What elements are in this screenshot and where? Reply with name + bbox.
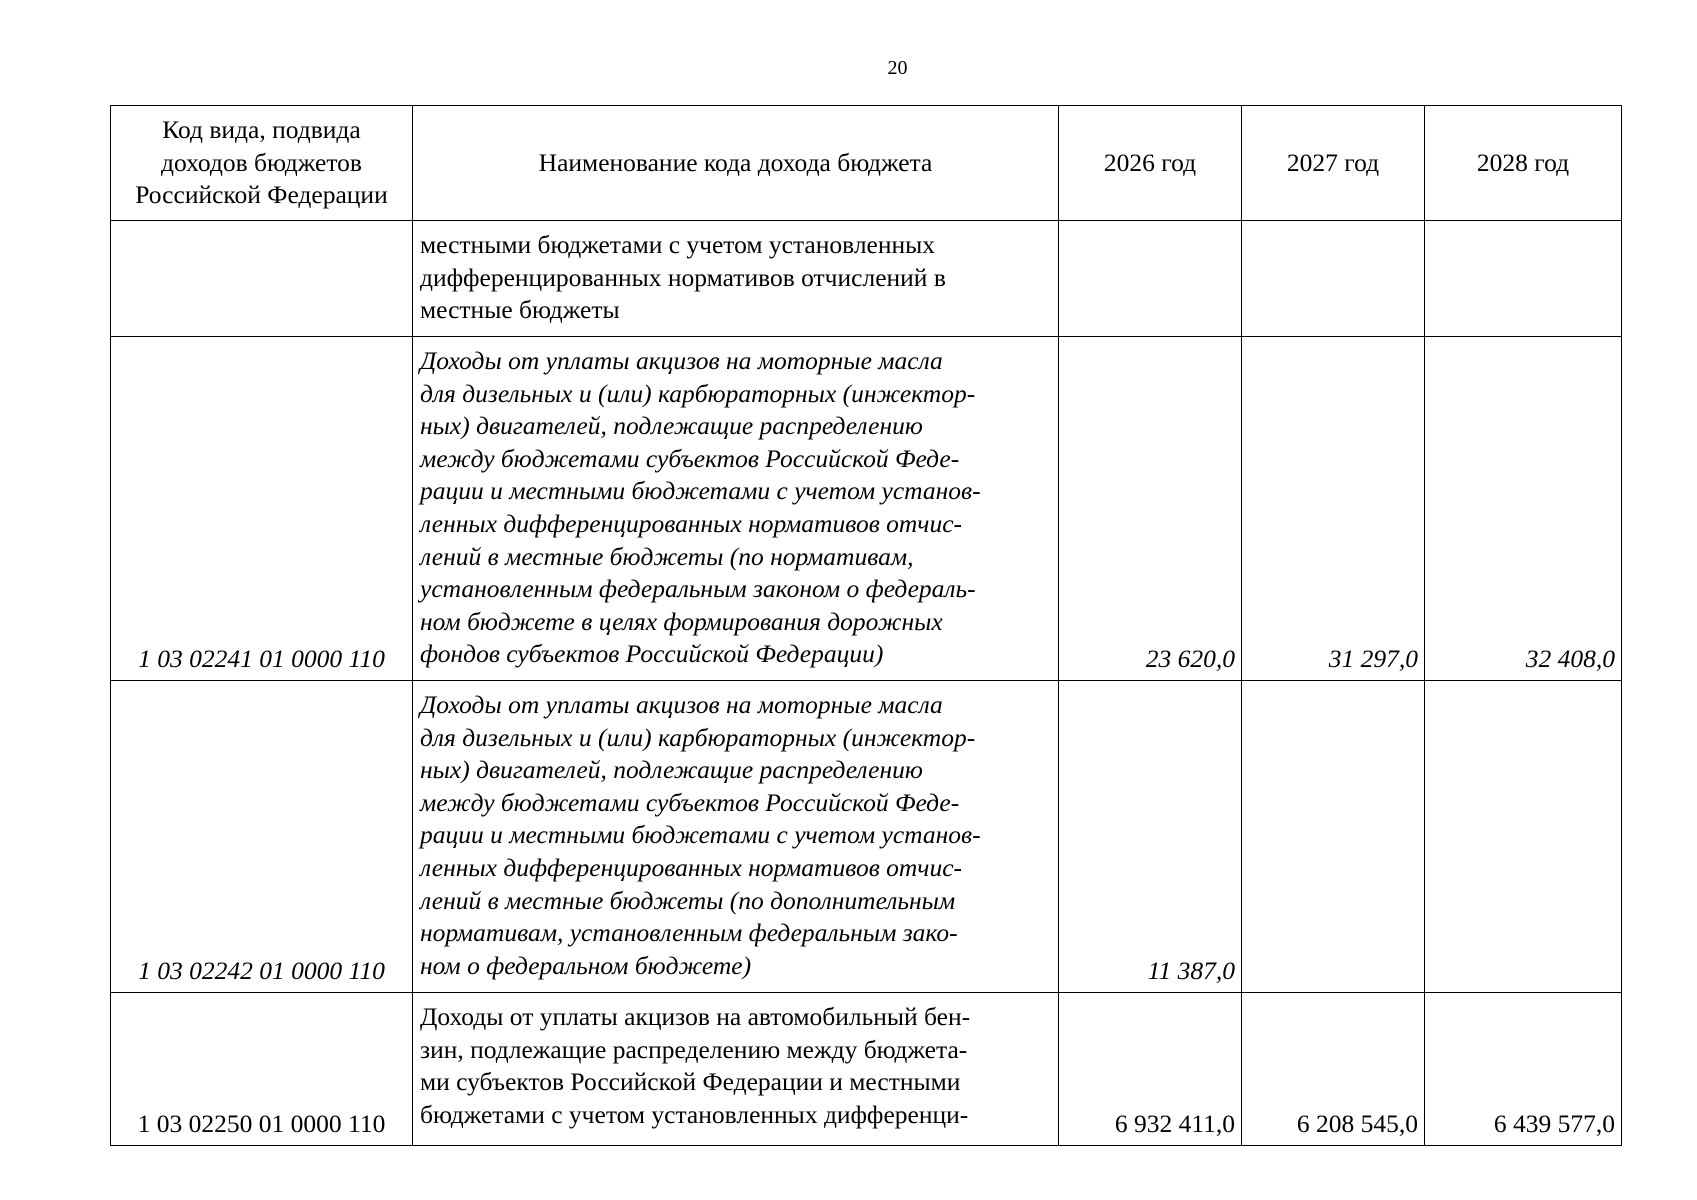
row-name-line: между бюджетами субъектов Российской Феде-	[420, 787, 960, 817]
row-name-line: ленных дифференцированных нормативов отчис-	[420, 508, 963, 538]
header-2026-label: 2026 год	[1103, 147, 1197, 177]
row-value-2028	[1425, 221, 1622, 337]
row-code: 1 03 02242 01 0000 110	[111, 681, 413, 993]
row-name-line: дифференцированных нормативов отчислений в	[420, 262, 946, 292]
table-row	[111, 221, 1622, 337]
revenue-table	[110, 105, 1622, 1146]
row-value-2026: 6 932 411,0	[1059, 993, 1242, 1146]
header-2027-label: 2027 год	[1286, 147, 1380, 177]
row-value-2028	[1425, 681, 1622, 993]
row-name-line: между бюджетами субъектов Российской Феде-	[420, 443, 960, 473]
row-name-line: фондов субъектов Российской Федерации)	[420, 639, 884, 669]
row-name-line: лений в местные бюджеты (по дополнительным	[420, 885, 956, 915]
row-code: 1 03 02241 01 0000 110	[111, 337, 413, 681]
header-2027	[1242, 106, 1425, 221]
row-name-line: зин, подлежащие распределению между бюджета-	[420, 1034, 968, 1064]
row-value-2027: 31 297,0	[1242, 337, 1425, 681]
table-row	[111, 337, 1622, 681]
row-name	[413, 681, 1059, 993]
row-value-2026: 23 620,0	[1059, 337, 1242, 681]
row-name-line: установленным федеральным законом о федераль-	[420, 574, 976, 604]
row-name-line: ных) двигателей, подлежащие распределению	[420, 755, 923, 785]
row-name-line: лений в местные бюджеты (по нормативам,	[420, 541, 914, 571]
row-name-line: ном о федеральном бюджете)	[420, 950, 752, 980]
row-value-2027	[1242, 681, 1425, 993]
row-name-line: ном бюджете в целях формирования дорожных	[420, 606, 943, 636]
header-2028-label: 2028 год	[1476, 147, 1570, 177]
header-name-label: Наименование кода дохода бюджета	[538, 147, 933, 177]
row-code	[111, 221, 413, 337]
row-name-line: местными бюджетами с учетом установленных	[420, 230, 936, 259]
row-name-line: ми субъектов Российской Федерации и местными	[420, 1067, 961, 1097]
row-name	[413, 993, 1059, 1146]
row-name	[413, 337, 1059, 681]
header-name	[413, 106, 1059, 221]
row-value-2027: 6 208 545,0	[1242, 993, 1425, 1146]
row-name-line: ленных дифференцированных нормативов отчис-	[420, 852, 963, 882]
row-name-line: Доходы от уплаты акцизов на моторные масла	[420, 690, 943, 719]
table-row	[111, 681, 1622, 993]
row-value-2027	[1242, 221, 1425, 337]
row-name	[413, 221, 1059, 337]
page-number: 20	[887, 57, 908, 79]
row-name-line: местные бюджеты	[420, 295, 620, 325]
header-2028	[1425, 106, 1622, 221]
row-code: 1 03 02250 01 0000 110	[111, 993, 413, 1146]
row-name-line: рации и местными бюджетами с учетом установ-	[420, 476, 981, 506]
table-row	[111, 993, 1622, 1146]
row-name-line: бюджетами с учетом установленных дифференци-	[420, 1099, 969, 1129]
header-2026	[1059, 106, 1242, 221]
row-name-line: нормативам, установленным федеральным зако-	[420, 918, 958, 948]
row-name-line: рации и местными бюджетами с учетом установ-	[420, 820, 981, 850]
row-value-2026	[1059, 221, 1242, 337]
row-name-line: Доходы от уплаты акцизов на автомобильный бен-	[420, 1002, 971, 1031]
row-name-line: для дизельных и (или) карбюраторных (инжектор-	[420, 722, 976, 752]
row-name-line: ных) двигателей, подлежащие распределению	[420, 411, 923, 441]
row-value-2028: 32 408,0	[1425, 337, 1622, 681]
row-name-line: для дизельных и (или) карбюраторных (инжектор-	[420, 378, 976, 408]
row-value-2028: 6 439 577,0	[1425, 993, 1622, 1146]
row-name-line: Доходы от уплаты акцизов на моторные масла	[420, 346, 943, 375]
header-code-label: Код вида, подвида доходов бюджетов Российской Федерации	[135, 115, 388, 210]
header-code	[111, 106, 413, 221]
row-value-2026: 11 387,0	[1059, 681, 1242, 993]
table-header-row	[111, 106, 1622, 221]
